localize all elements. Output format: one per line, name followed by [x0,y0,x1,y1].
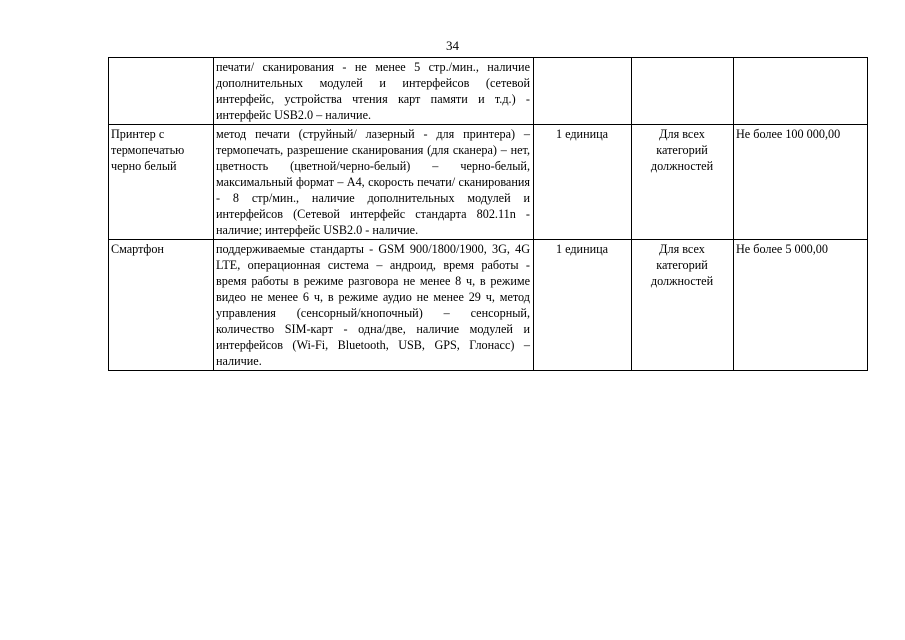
item-description-cell: поддерживаемые стандарты - GSM 900/1800/1900, 3G, 4G LTE, операционная система – андроид, время работы - время работы в режиме разговора не менее 8 ч, в режиме видео не менее 6 ч, в режиме аудио не менее 29 ч, метод управления (сенсорный/кнопочный) – сенсорный, количество SIM-карт - одна/две, наличие модулей и интерфейсов (Wi-Fi, Bluetooth, USB, GPS, Глонасс) – наличие. [214,240,534,371]
item-category-cell: Для всех категорий должностей [632,125,734,240]
item-category-cell: Для всех категорий должностей [632,240,734,371]
item-name-cell [109,58,214,125]
table-row [109,240,868,371]
item-price-cell: Не более 5 000,00 [734,240,868,371]
table-row [109,58,868,125]
item-quantity-cell [534,58,632,125]
specification-table [108,57,868,371]
item-price-cell [734,58,868,125]
item-quantity-cell: 1 единица [534,125,632,240]
item-price-cell: Не более 100 000,00 [734,125,868,240]
item-description-cell: печати/ сканирования - не менее 5 стр./мин., наличие дополнительных модулей и интерфейсов (сетевой интерфейс, устройства чтения карт памяти и т.д.) - интерфейс USB2.0 – наличие. [214,58,534,125]
item-quantity-cell: 1 единица [534,240,632,371]
item-name-cell: Принтер с термопечатью черно белый [109,125,214,240]
item-name-cell: Смартфон [109,240,214,371]
page-number: 34 [446,38,459,53]
item-description-cell: метод печати (струйный/ лазерный - для принтера) – термопечать, разрешение сканирования (для сканера) – нет, цветность (цветной/черно-белый) – черно-белый, максимальный формат – А4, скорость печати/ сканирования - 8 стр/мин., наличие дополнительных модулей и интерфейсов (Сетевой интерфейс стандарта 802.11n - наличие; интерфейс USB2.0 - наличие. [214,125,534,240]
item-category-cell [632,58,734,125]
table-row [109,125,868,240]
